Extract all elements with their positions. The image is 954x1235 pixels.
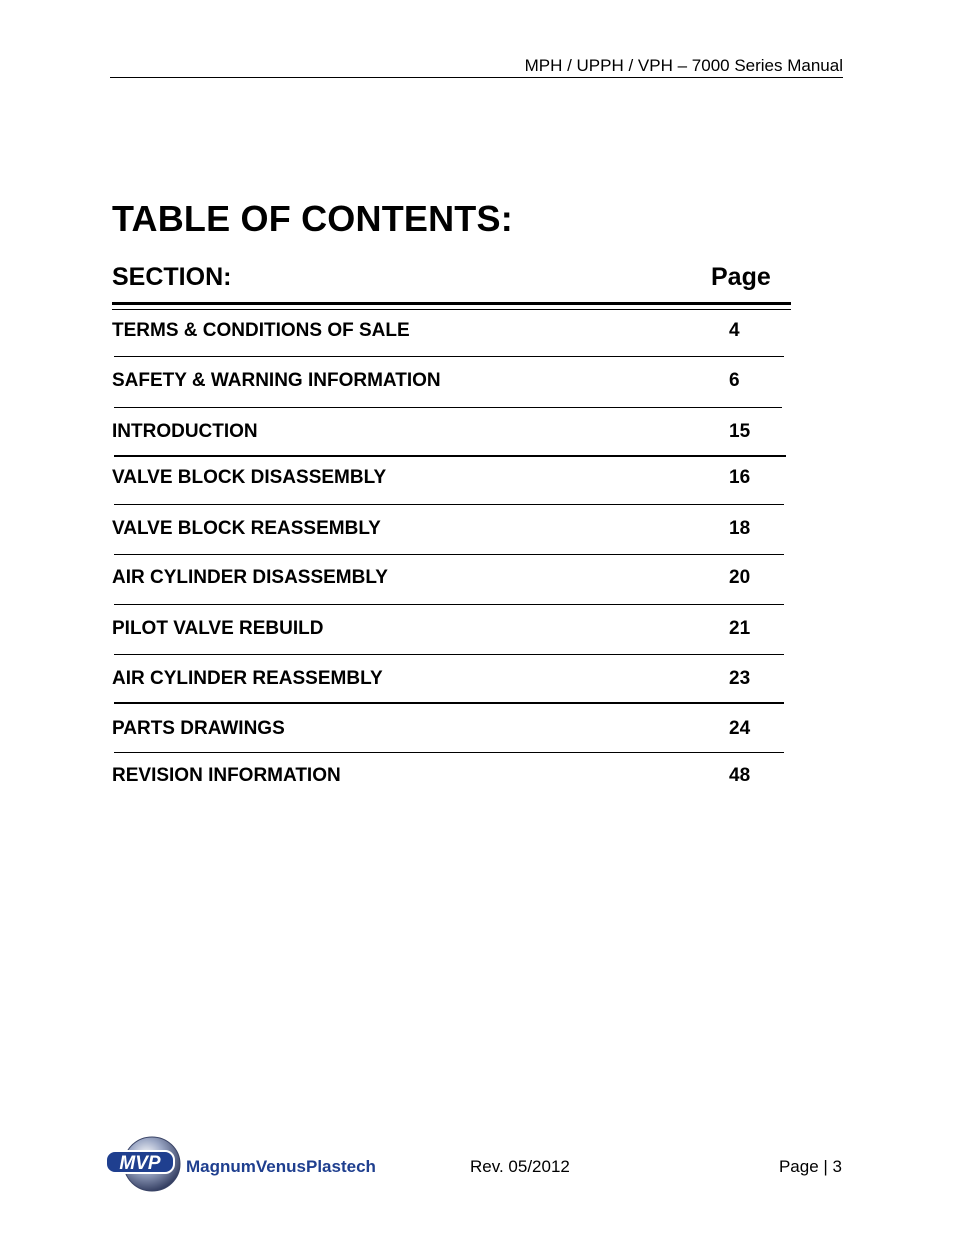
toc-entry-title: AIR CYLINDER REASSEMBLY [112,668,383,689]
toc-row-divider [114,702,784,704]
heading-rule-thin [112,309,791,310]
toc-entry-page: 21 [729,618,751,639]
toc-entry-title: VALVE BLOCK REASSEMBLY [112,518,381,539]
toc-entry-page: 16 [729,467,751,488]
toc-entry-title: SAFETY & WARNING INFORMATION [112,370,441,391]
mvp-logo-icon [104,1133,394,1195]
toc-entry-page: 48 [729,765,751,786]
toc-row-divider [114,407,782,408]
toc-entry-title: REVISION INFORMATION [112,765,341,786]
page-column-heading: Page [711,263,771,291]
page-number: Page | 3 [778,1157,842,1176]
toc-entry-page: 4 [729,320,740,341]
toc-entry-title: PARTS DRAWINGS [112,718,285,739]
manual-title: MPH / UPPH / VPH – 7000 Series Manual [524,56,843,75]
section-column-heading: SECTION: [112,263,232,291]
toc-entry-title: TERMS & CONDITIONS OF SALE [112,320,410,341]
toc-entry-title: AIR CYLINDER DISASSEMBLY [112,567,388,588]
toc-title: TABLE OF CONTENTS: [112,198,513,239]
toc-entry-title: INTRODUCTION [112,421,258,442]
toc-entry-page: 18 [729,518,751,539]
toc-row-divider [114,356,784,357]
running-header [110,55,843,78]
toc-entry-page: 15 [729,421,751,442]
logo-monogram: MVP [119,1153,161,1174]
toc-row-divider [114,554,784,555]
revision-date: Rev. 05/2012 [470,1157,570,1176]
heading-rule-thick [112,302,791,305]
toc-entry-page: 24 [729,718,751,739]
toc-row-divider [114,504,784,505]
company-logo [104,1133,394,1195]
toc-row-divider [114,455,786,457]
toc-row-divider [114,752,784,753]
toc-entry-page: 23 [729,668,751,689]
toc-entry-title: PILOT VALVE REBUILD [112,618,324,639]
heading-double-rule [112,302,791,311]
toc-row-divider [114,654,784,655]
toc-entry-page: 6 [729,370,740,391]
toc-row-divider [114,604,784,605]
toc-entry-page: 20 [729,567,751,588]
logo-wordmark: MagnumVenusPlastech [186,1157,376,1176]
toc-entry-title: VALVE BLOCK DISASSEMBLY [112,467,387,488]
